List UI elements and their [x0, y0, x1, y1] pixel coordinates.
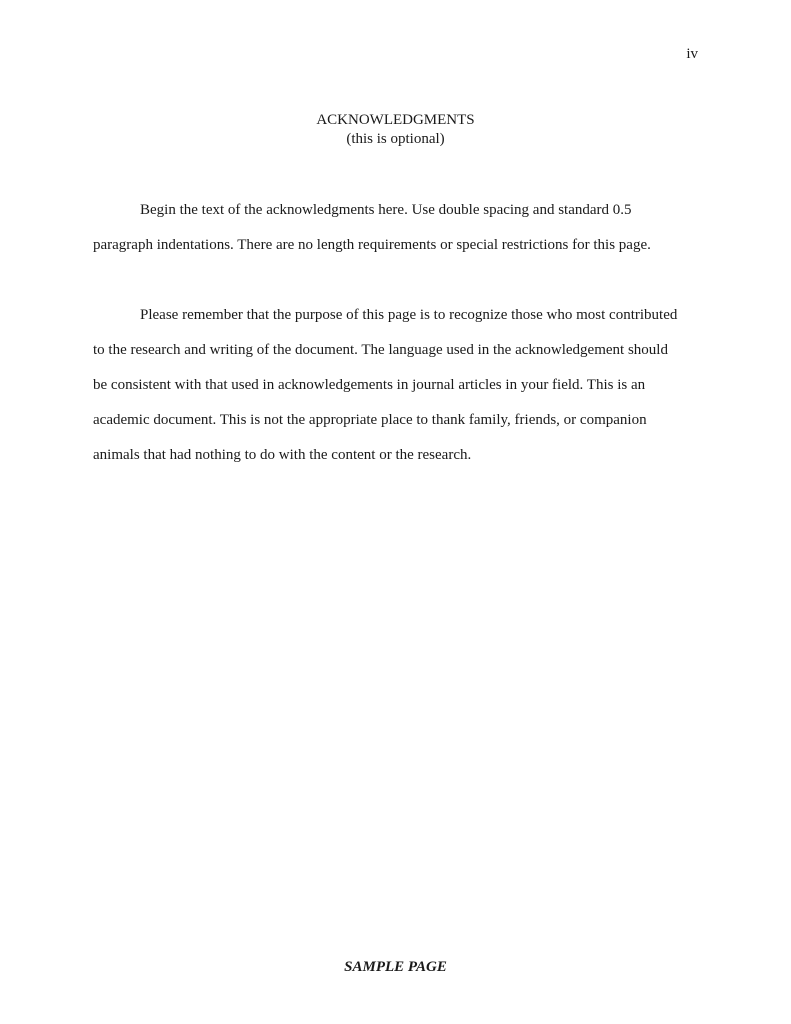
- page-subtitle: (this is optional): [346, 131, 445, 147]
- paragraph-line: Please remember that the purpose of this page is to recognize those who most contributed: [140, 307, 678, 323]
- paragraph-2: [93, 298, 677, 473]
- page-number: iv: [686, 46, 698, 62]
- page-heading: [0, 111, 791, 149]
- sample-page-footer: SAMPLE PAGE: [344, 959, 447, 975]
- paragraph-line: paragraph indentations. There are no length requirements or special restrictions for this page.: [93, 237, 651, 253]
- paragraph-1: [93, 193, 651, 263]
- paragraph-line: academic document. This is not the appropriate place to thank family, friends, or companion: [93, 412, 647, 428]
- paragraph-line: Begin the text of the acknowledgments here. Use double spacing and standard 0.5: [140, 202, 632, 218]
- paragraph-line: be consistent with that used in acknowledgements in journal articles in your field. This is an: [93, 377, 646, 393]
- page-title: ACKNOWLEDGMENTS: [316, 112, 475, 128]
- paragraph-line: animals that had nothing to do with the content or the research.: [93, 447, 472, 463]
- paragraph-line: to the research and writing of the document. The language used in the acknowledgement should: [93, 342, 668, 358]
